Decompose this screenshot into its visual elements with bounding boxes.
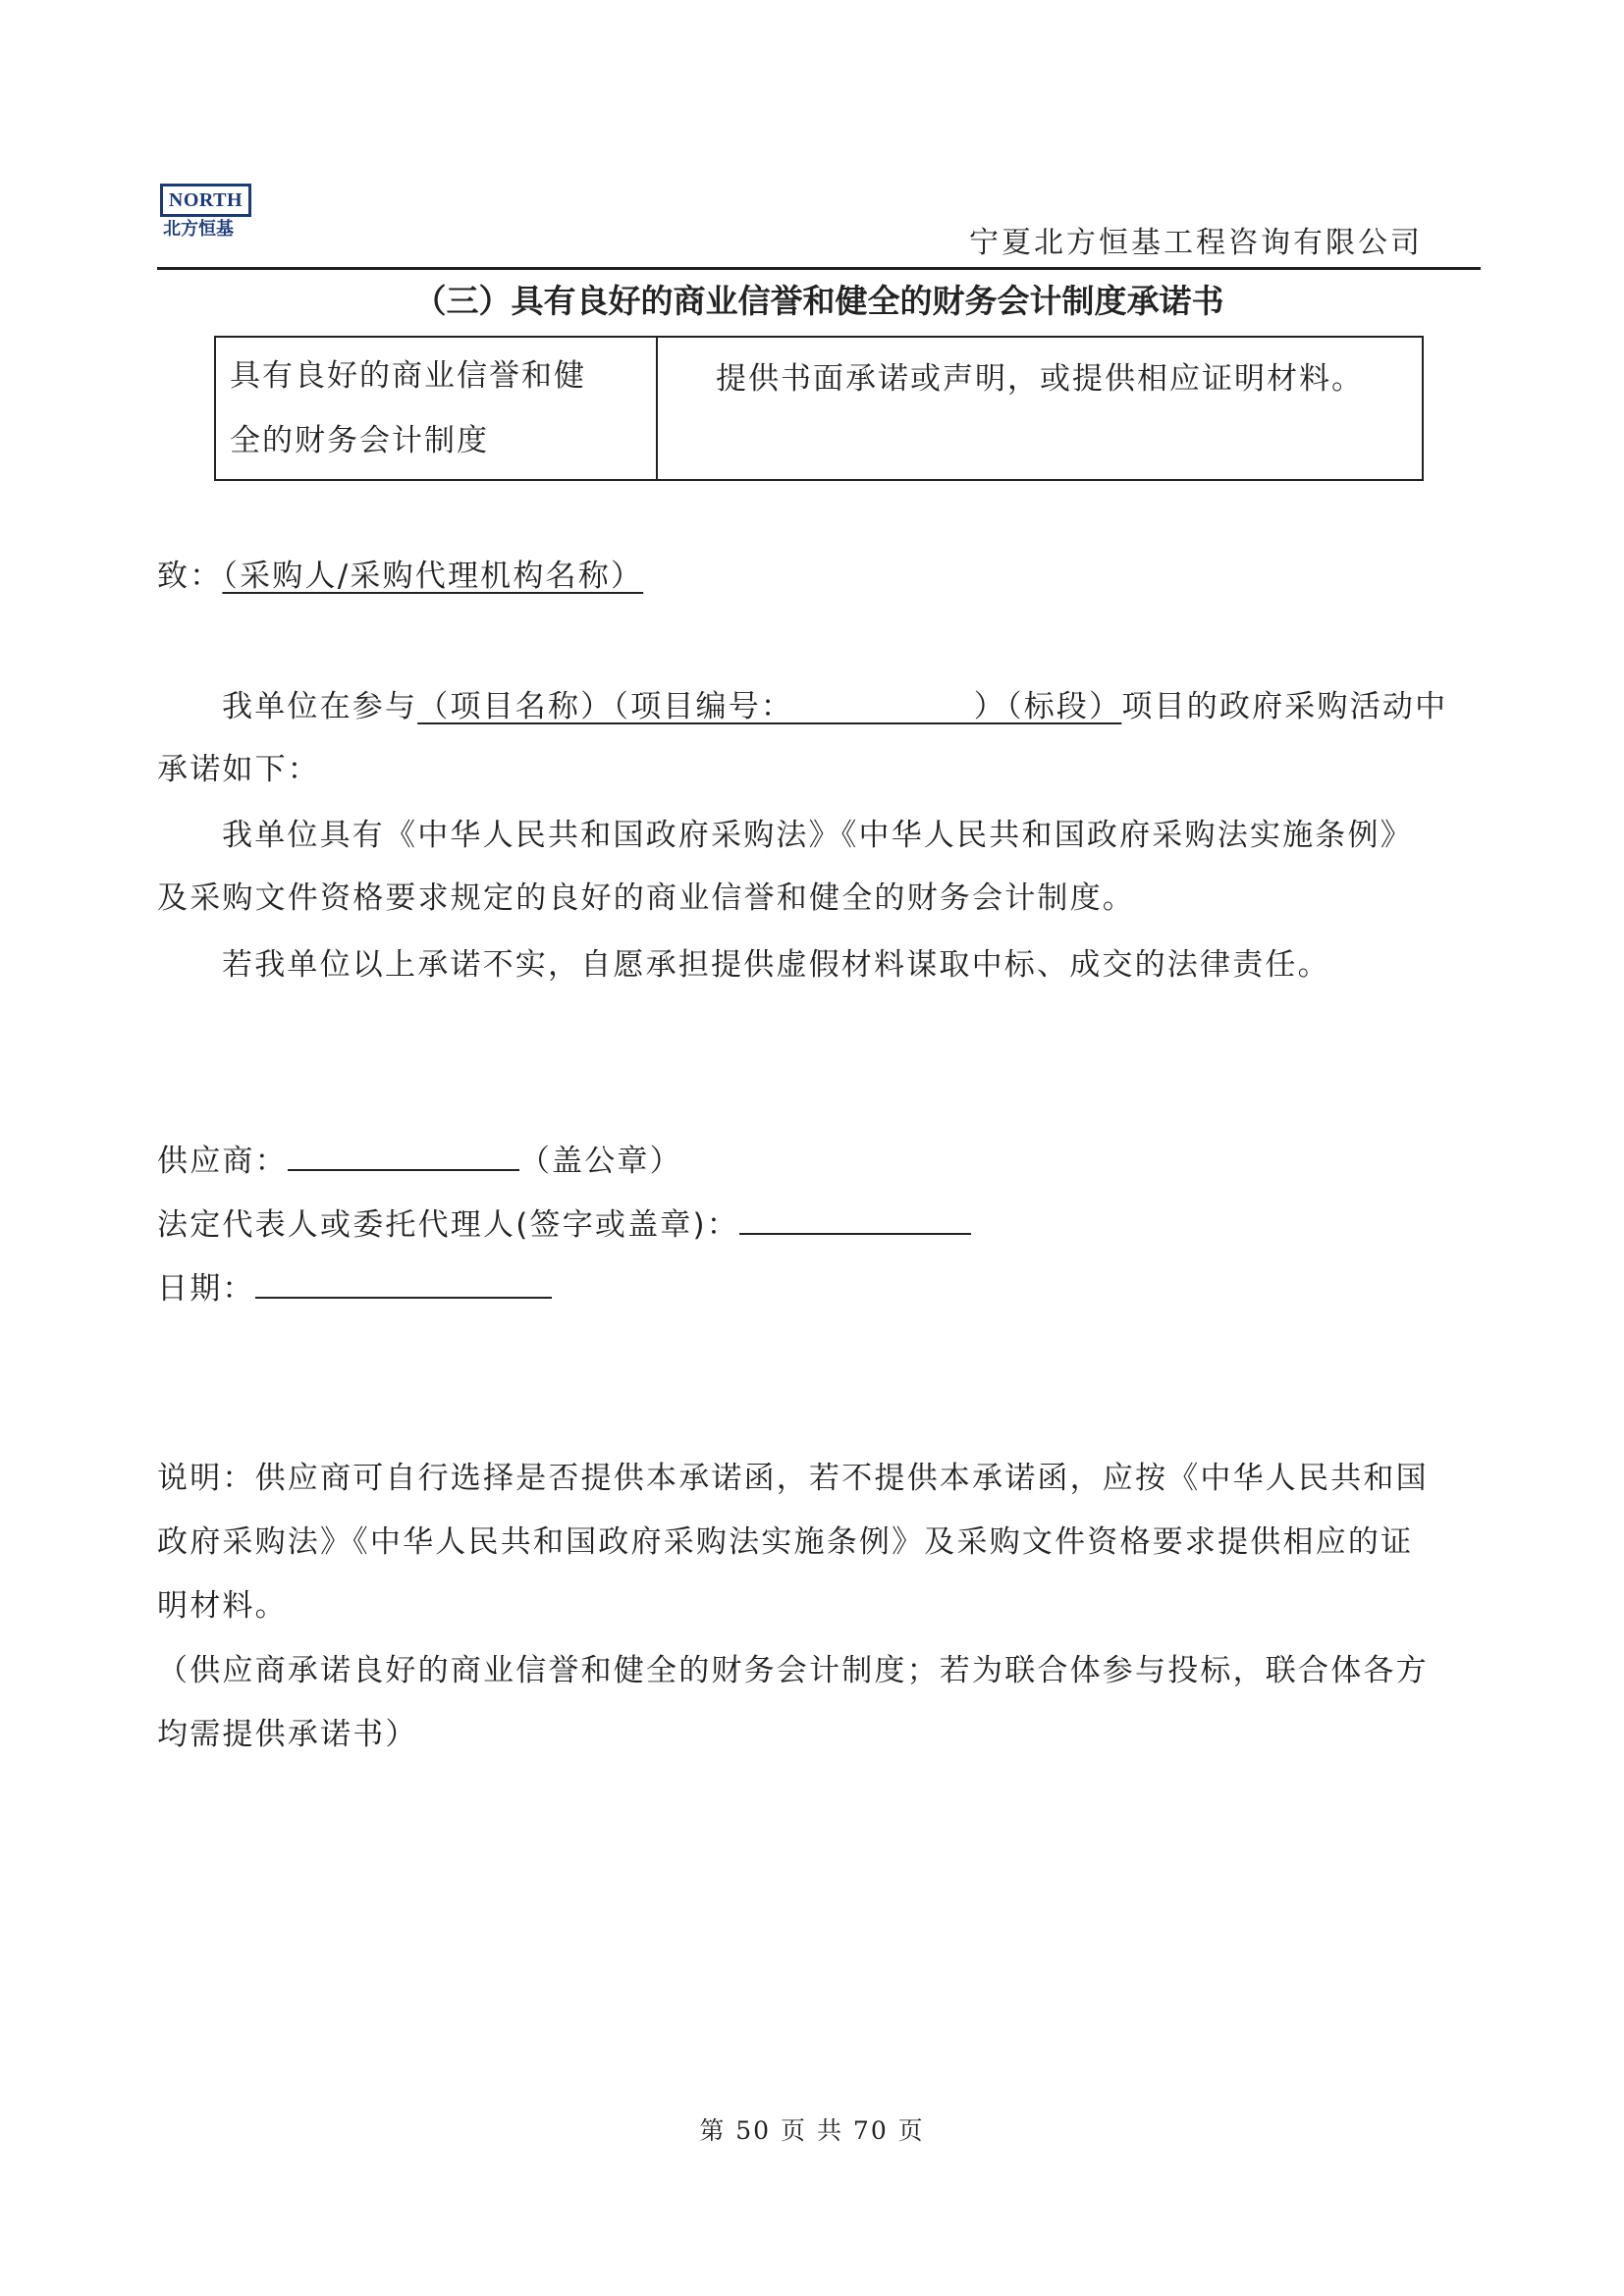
paragraph-2-line-1: 我单位具有《中华人民共和国政府采购法》《中华人民共和国政府采购法实施条例》 (222, 818, 1413, 853)
addressee-prefix: 致： (157, 559, 223, 594)
addressee-line (157, 555, 643, 598)
p1-project-info: （项目名称）（项目编号： ）（标段） (417, 689, 1122, 724)
requirement-line-2: 全的财务会计制度 (230, 423, 489, 458)
date-label: 日期： (157, 1271, 255, 1307)
logo-english-text: NORTH (168, 189, 244, 211)
representative-blank[interactable] (739, 1200, 971, 1235)
supplier-blank[interactable] (288, 1136, 519, 1171)
note-line-4: （供应商承诺良好的商业信誉和健全的财务会计制度；若为联合体参与投标，联合体各方 (157, 1653, 1429, 1688)
table-row (215, 337, 1423, 480)
representative-label: 法定代表人或委托代理人(签字或盖章)： (157, 1207, 739, 1243)
company-logo (160, 184, 251, 217)
logo-chinese-text: 北方恒基 (163, 219, 234, 240)
evidence-cell: 提供书面承诺或声明，或提供相应证明材料。 (657, 337, 1423, 480)
note-line-3: 明材料。 (157, 1588, 288, 1624)
addressee-name: （采购人/采购代理机构名称） (222, 559, 644, 594)
paragraph-1-line-1 (222, 685, 1447, 728)
date-blank[interactable] (255, 1263, 552, 1299)
company-name: 宁夏北方恒基工程咨询有限公司 (969, 226, 1423, 260)
note-line-5: 均需提供承诺书） (157, 1717, 418, 1752)
p1-prefix: 我单位在参与 (222, 689, 418, 724)
requirement-table (214, 336, 1424, 481)
paragraph-1-line-2: 承诺如下： (157, 752, 320, 787)
paragraph-2-line-2: 及采购文件资格要求规定的良好的商业信誉和健全的财务会计制度。 (157, 881, 1135, 916)
supplier-line (157, 1136, 682, 1183)
representative-line (157, 1200, 971, 1247)
note-line-1: 说明：供应商可自行选择是否提供本承诺函，若不提供本承诺函，应按《中华人民共和国 (157, 1461, 1429, 1496)
page-number: 第 50 页 共 70 页 (699, 2116, 925, 2145)
paragraph-3: 若我单位以上承诺不实，自愿承担提供虚假材料谋取中标、成交的法律责任。 (222, 947, 1330, 983)
note-line-2: 政府采购法》《中华人民共和国政府采购法实施条例》及采购文件资格要求提供相应的证 (157, 1524, 1414, 1560)
p1-suffix: 项目的政府采购活动中 (1121, 689, 1448, 724)
supplier-label: 供应商： (157, 1144, 288, 1179)
requirement-cell (215, 337, 657, 480)
date-line (157, 1263, 552, 1310)
supplier-suffix: （盖公章） (518, 1144, 682, 1179)
header-divider (157, 267, 1481, 270)
requirement-line-1: 具有良好的商业信誉和健 (230, 358, 586, 394)
section-title: （三）具有良好的商业信誉和健全的财务会计制度承诺书 (413, 282, 1224, 320)
